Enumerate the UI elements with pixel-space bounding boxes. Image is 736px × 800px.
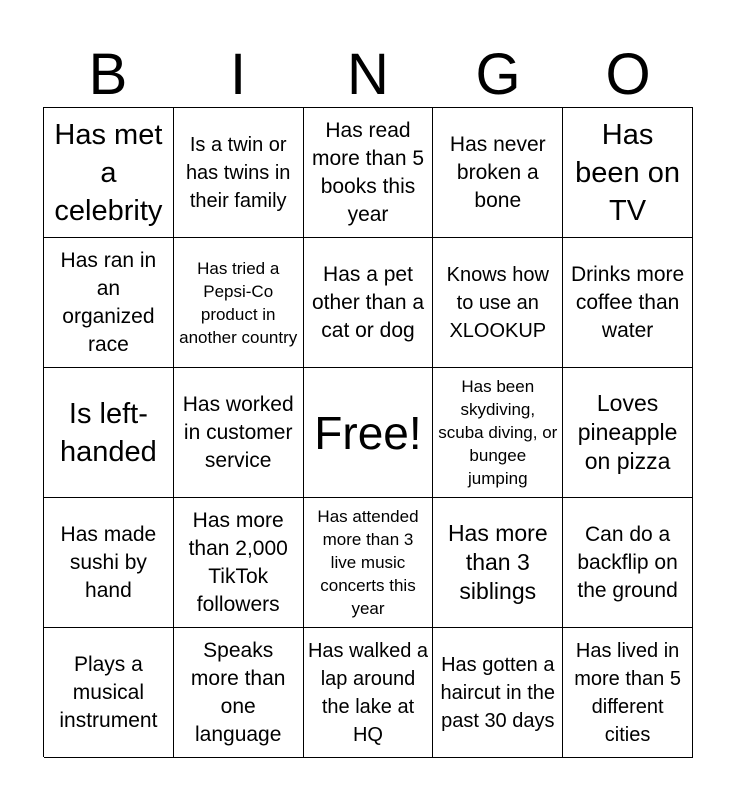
cell-text: Plays a musical instrument xyxy=(59,652,158,732)
cell-text: Has been on TV xyxy=(575,118,680,227)
cell-text: Has tried a Pepsi-Co product in another country xyxy=(179,258,298,347)
bingo-cell[interactable] xyxy=(304,498,434,628)
bingo-cell[interactable] xyxy=(563,498,693,628)
cell-text: Has more than 3 siblings xyxy=(447,520,548,604)
free-space-text: Free! xyxy=(314,406,422,459)
bingo-grid xyxy=(43,107,693,757)
bingo-cell[interactable] xyxy=(563,368,693,498)
grid-row xyxy=(44,238,693,368)
header-letter-o: O xyxy=(605,42,651,107)
bingo-cell[interactable] xyxy=(44,368,174,498)
bingo-cell[interactable] xyxy=(304,238,434,368)
cell-text: Has walked a lap around the lake at HQ xyxy=(307,639,429,746)
cell-text: Is left-handed xyxy=(60,397,157,468)
cell-text: Drinks more coffee than water xyxy=(570,262,685,342)
bingo-cell[interactable] xyxy=(304,628,434,758)
bingo-cell[interactable] xyxy=(563,238,693,368)
cell-text: Has made sushi by hand xyxy=(60,522,157,602)
header-letter-i: I xyxy=(229,42,247,107)
cell-text: Has a pet other than a cat or dog xyxy=(311,262,425,342)
bingo-cell[interactable] xyxy=(433,498,563,628)
bingo-cell[interactable] xyxy=(174,108,304,238)
header-letter-n: N xyxy=(347,42,389,107)
cell-text: Can do a backflip on the ground xyxy=(577,522,678,602)
cell-text: Has met a celebrity xyxy=(54,118,163,227)
cell-text: Has read more than 5 books this year xyxy=(311,118,425,226)
grid-row xyxy=(44,108,693,238)
bingo-cell[interactable] xyxy=(174,238,304,368)
bingo-cell[interactable] xyxy=(44,108,174,238)
cell-text: Loves pineapple on pizza xyxy=(577,390,678,474)
cell-text: Has gotten a haircut in the past 30 days xyxy=(440,653,556,732)
bingo-cell[interactable] xyxy=(563,108,693,238)
cell-text: Speaks more than one language xyxy=(190,638,286,746)
bingo-cell[interactable] xyxy=(304,108,434,238)
bingo-cell[interactable] xyxy=(44,628,174,758)
bingo-cell[interactable] xyxy=(433,108,563,238)
grid-row xyxy=(44,368,693,498)
bingo-cell[interactable] xyxy=(174,498,304,628)
free-space-cell[interactable] xyxy=(304,368,434,498)
bingo-cell[interactable] xyxy=(44,238,174,368)
cell-text: Is a twin or has twins in their family xyxy=(185,133,291,212)
bingo-header xyxy=(43,42,693,108)
bingo-cell[interactable] xyxy=(44,498,174,628)
cell-text: Has been skydiving, scuba diving, or bungee jumping xyxy=(438,377,558,488)
cell-text: Has ran in an organized race xyxy=(60,248,157,356)
bingo-cell[interactable] xyxy=(433,238,563,368)
bingo-cell[interactable] xyxy=(433,628,563,758)
bingo-cell[interactable] xyxy=(563,628,693,758)
cell-text: Has worked in customer service xyxy=(182,392,294,472)
cell-text: Has never broken a bone xyxy=(449,132,546,212)
cell-text: Has attended more than 3 live music concerts this year xyxy=(317,507,419,618)
cell-text: Knows how to use an XLOOKUP xyxy=(446,263,549,342)
grid-row xyxy=(44,498,693,628)
header-letter-b: B xyxy=(88,42,128,107)
bingo-cell[interactable] xyxy=(174,368,304,498)
bingo-cell[interactable] xyxy=(433,368,563,498)
header-letter-g: G xyxy=(475,42,521,107)
grid-row xyxy=(44,628,693,758)
bingo-cell[interactable] xyxy=(174,628,304,758)
cell-text: Has more than 2,000 TikTok followers xyxy=(188,508,288,616)
cell-text: Has lived in more than 5 different cities xyxy=(574,639,681,746)
